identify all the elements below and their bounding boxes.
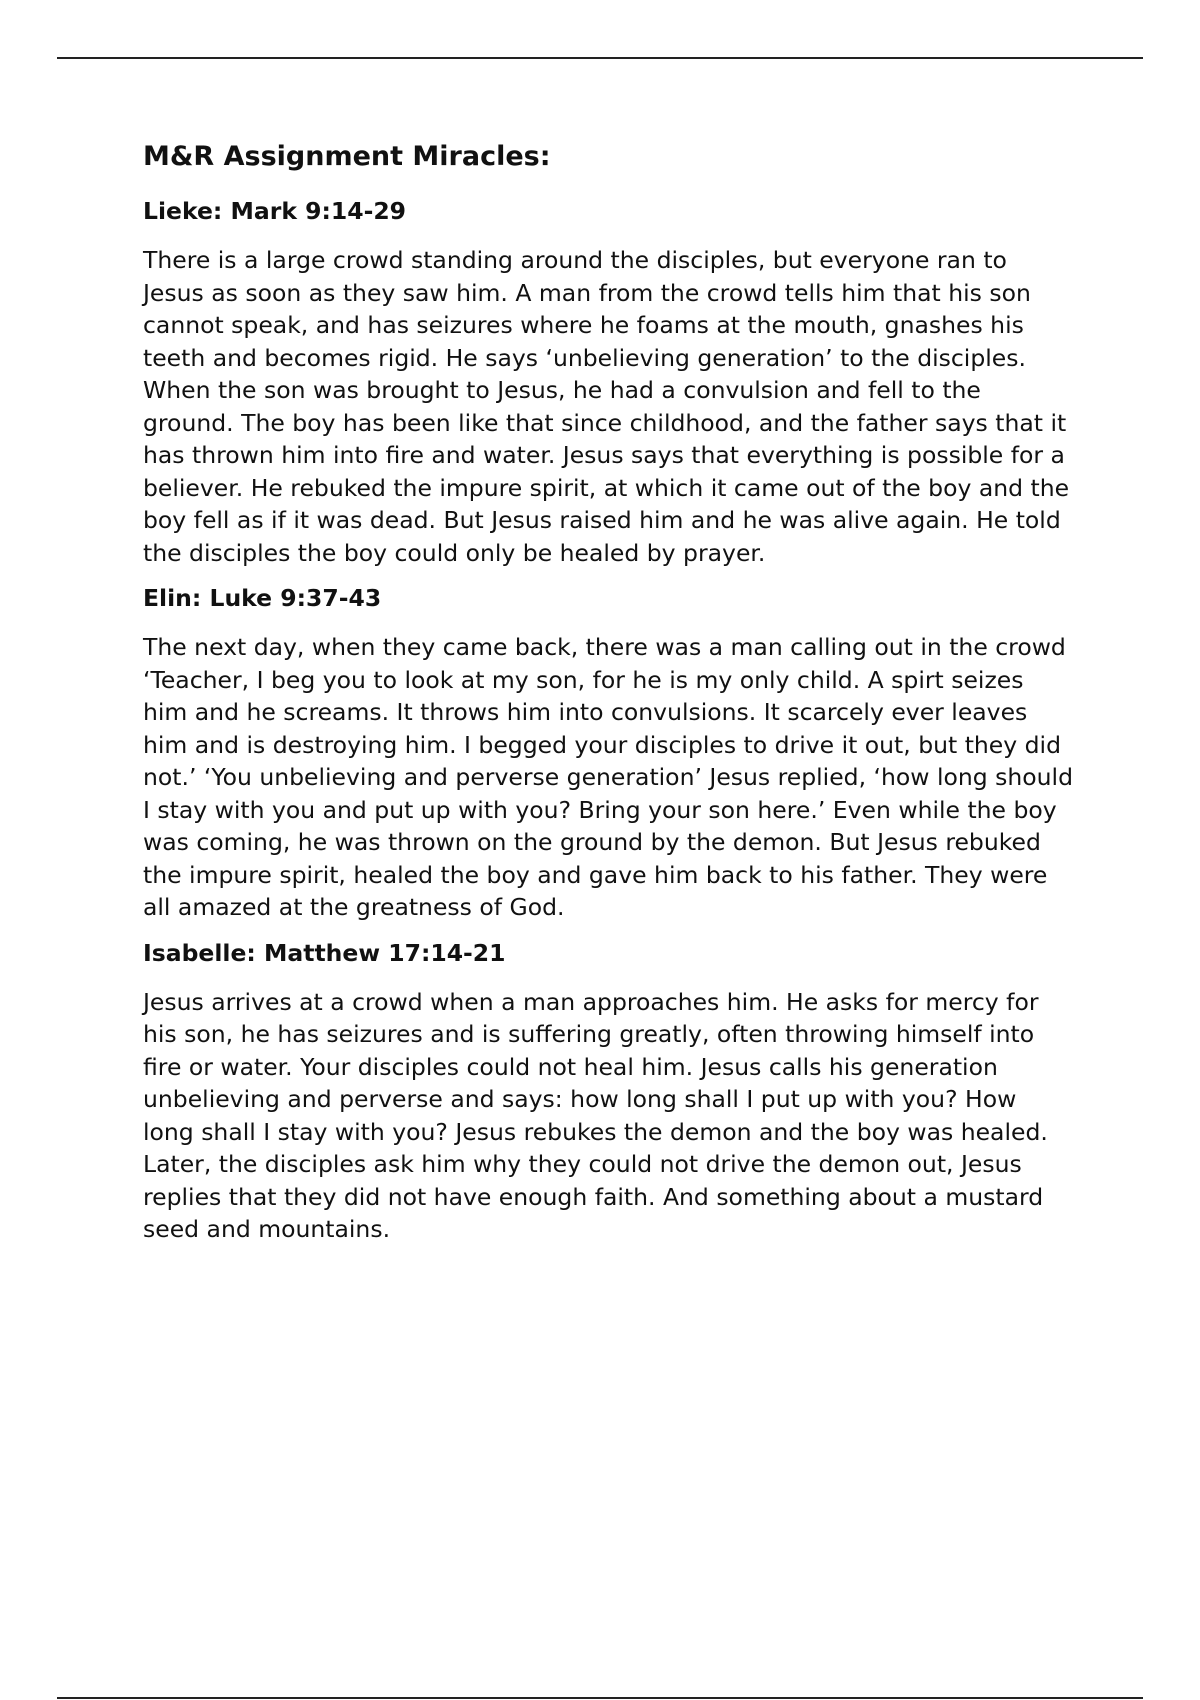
section-heading: Lieke: Mark 9:14-29 bbox=[143, 197, 407, 225]
section-paragraph: Jesus arrives at a crowd when a man approaches him. He asks for mercy for his son, he has seizures and is suffering greatly, often throwing himself into fire or water. Your disciples could not heal him. Jesus calls his generation unbelieving and perverse and says: how long shall I put up with you? How long shall I stay with you? Jesus rebukes the demon and the boy was healed. Later, the disciples ask him why they could not drive the demon out, Jesus replies that they did not have enough faith. And something about a mustard seed and mountains. bbox=[143, 987, 1048, 1243]
section-heading: Elin: Luke 9:37-43 bbox=[143, 584, 382, 612]
document-body bbox=[143, 140, 1073, 1260]
section-paragraph: The next day, when they came back, there was a man calling out in the crowd ‘Teacher, I beg you to look at my son, for he is my only child. A spirt seizes him and he screams. It throws him into convulsions. It scarcely ever leaves him and is destroying him. I begged your disciples to drive it out, but they did not.’ ‘You unbelieving and perverse generation’ Jesus replied, ‘how long should I stay with you and put up with you? Bring your son here.’ Even while the boy was coming, he was thrown on the ground by the demon. But Jesus rebuked the impure spirit, healed the boy and gave him back to his father. They were all amazed at the greatness of God. bbox=[143, 633, 1074, 921]
section-heading: Isabelle: Matthew 17:14-21 bbox=[143, 938, 506, 967]
section-lieke bbox=[143, 196, 1073, 569]
section-paragraph: There is a large crowd standing around the disciples, but everyone ran to Jesus as soon as they saw him. A man from the crowd tells him that his son cannot speak, and has seizures where he foams at the mouth, gnashes his teeth and becomes rigid. He says ‘unbelieving generation’ to the disciples. When the son was brought to Jesus, he had a convulsion and fell to the ground. The boy has been like that since childhood, and the father says that it has thrown him into fire and water. Jesus says that everything is possible for a believer. He rebuked the impure spirit, at which it came out of the boy and the boy fell as if it was dead. But Jesus raised him and he was alive again. He told the disciples the boy could only be healed by prayer. bbox=[143, 246, 1070, 567]
bottom-rule bbox=[57, 1697, 1143, 1699]
section-elin bbox=[143, 583, 1073, 924]
top-rule bbox=[57, 57, 1143, 59]
document-title: M&R Assignment Miracles: bbox=[143, 141, 551, 172]
section-isabelle bbox=[143, 938, 1073, 1246]
